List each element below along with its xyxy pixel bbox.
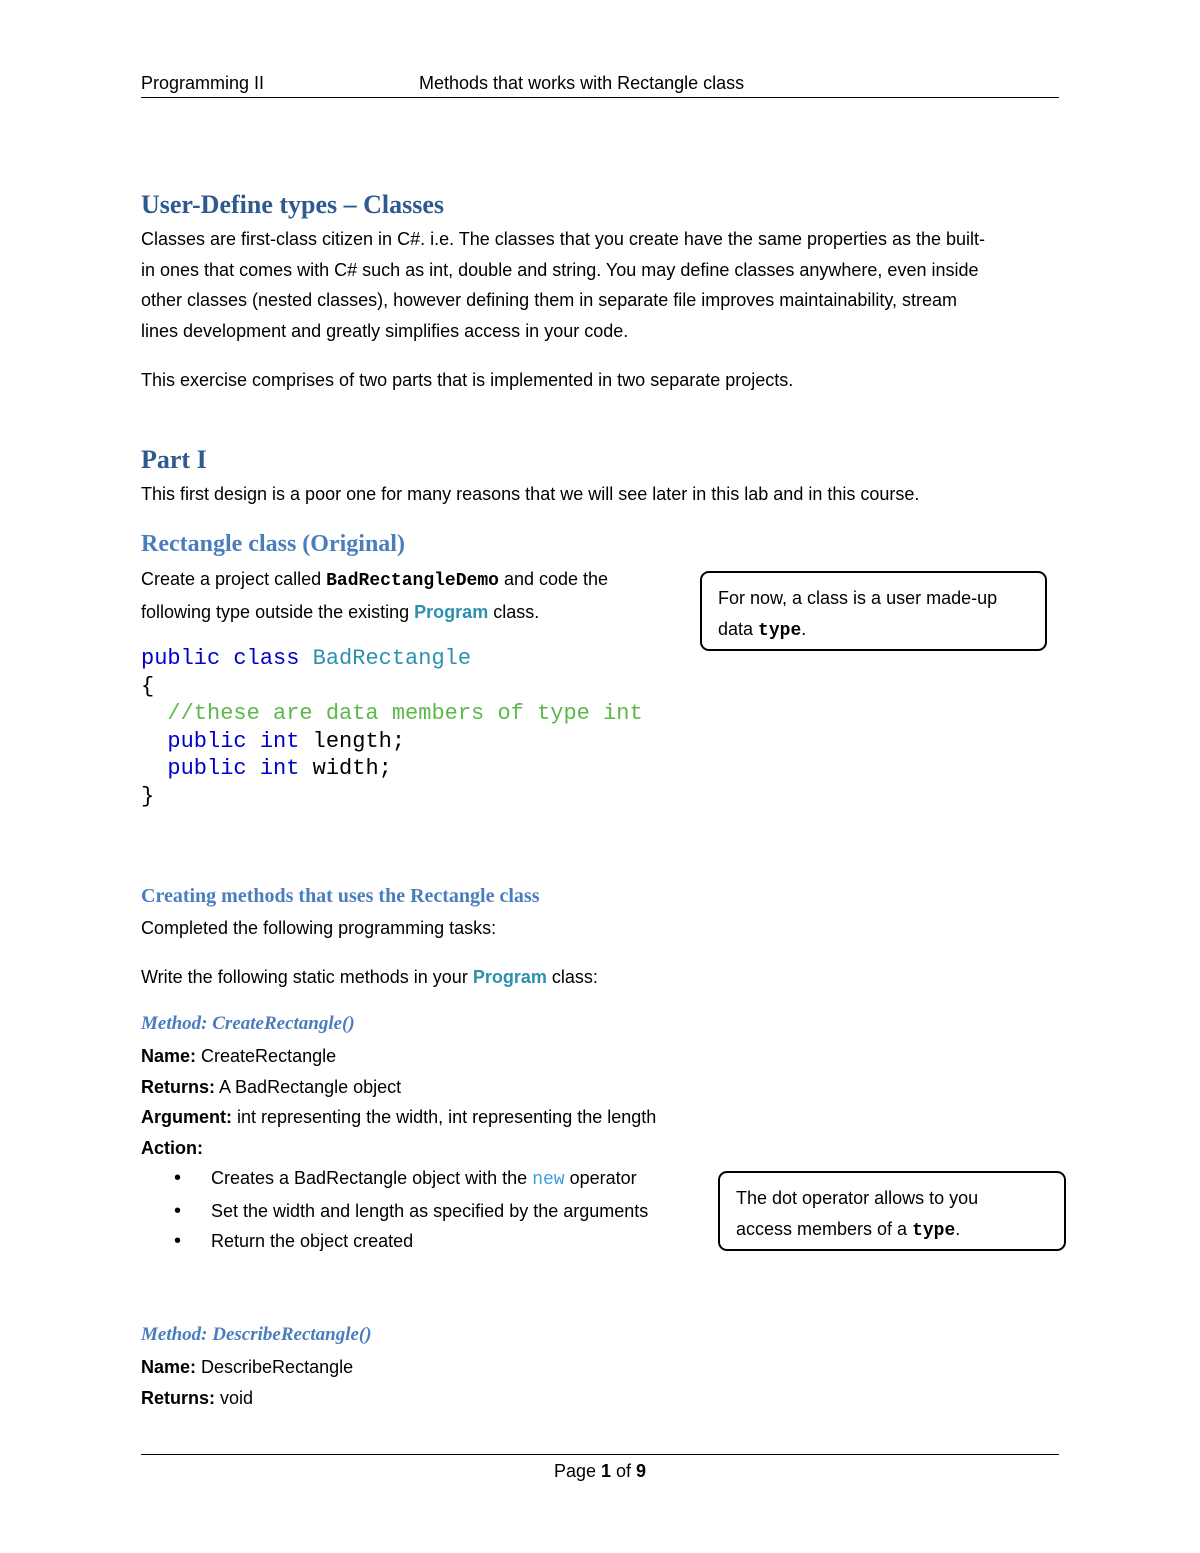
header-rule bbox=[141, 97, 1059, 98]
intro-line: in ones that comes with C# such as int, double and string. You may define classes anywhere, even inside bbox=[141, 259, 979, 280]
callout-class-definition bbox=[700, 571, 1047, 651]
action-list bbox=[141, 1163, 648, 1257]
exercise-paragraph: This exercise comprises of two parts that is implemented in two separate projects. bbox=[141, 370, 794, 390]
section-heading-classes: User-Define types – Classes bbox=[141, 190, 445, 219]
header-left: Programming II bbox=[141, 73, 265, 93]
methods-heading: Creating methods that uses the Rectangle class bbox=[141, 885, 540, 907]
callout-line: data type. bbox=[718, 619, 807, 641]
intro-paragraph bbox=[141, 224, 1071, 346]
method-returns: Returns: void bbox=[141, 1387, 254, 1408]
method-action: Action: bbox=[141, 1137, 203, 1158]
code-line: } bbox=[141, 783, 155, 809]
method-name: Name: DescribeRectangle bbox=[141, 1357, 354, 1377]
intro-line: Classes are first-class citizen in C#. i.e. The classes that you create have the same properties as the built- bbox=[141, 229, 986, 249]
project-name: BadRectangleDemo bbox=[326, 571, 499, 591]
list-item: • Creates a BadRectangle object with the new operator bbox=[141, 1163, 648, 1196]
footer-rule bbox=[141, 1454, 1059, 1455]
list-item: • Set the width and length as specified by the arguments bbox=[141, 1196, 648, 1227]
header-center: Methods that works with Rectangle class bbox=[419, 73, 745, 93]
method-create-heading: Method: CreateRectangle() bbox=[141, 1013, 355, 1034]
program-type: Program bbox=[472, 967, 547, 987]
method-name: Name: CreateRectangle bbox=[141, 1046, 337, 1066]
method-returns: Returns: A BadRectangle object bbox=[141, 1076, 402, 1097]
instruction-line-2: following type outside the existing Program class. bbox=[141, 601, 540, 622]
intro-line: other classes (nested classes), however defining them in separate file improves maintainability, stream bbox=[141, 290, 958, 310]
method-create-details bbox=[141, 1041, 656, 1163]
page-number: Page 1 of 9 bbox=[553, 1461, 647, 1481]
code-block bbox=[141, 645, 643, 810]
methods-line-2: Write the following static methods in your Program class: bbox=[141, 967, 598, 987]
code-line: { bbox=[141, 673, 155, 699]
list-item: • Return the object created bbox=[141, 1226, 648, 1257]
instruction-line-1: Create a project called BadRectangleDemo and code the bbox=[141, 569, 609, 591]
callout-dot-operator bbox=[718, 1171, 1066, 1251]
callout-line: access members of a type. bbox=[736, 1219, 961, 1241]
method-describe-heading: Method: DescribeRectangle() bbox=[141, 1324, 372, 1345]
intro-line: lines development and greatly simplifies access in your code. bbox=[141, 320, 629, 341]
part1-heading: Part I bbox=[141, 445, 207, 474]
code-comment: //these are data members of type int bbox=[141, 701, 643, 726]
code-line: public int width; bbox=[141, 756, 392, 781]
program-type: Program bbox=[414, 601, 489, 622]
callout-line: The dot operator allows to you bbox=[736, 1188, 979, 1208]
code-line: public int length; bbox=[141, 728, 406, 754]
method-describe-details bbox=[141, 1352, 353, 1413]
rectangle-class-heading: Rectangle class (Original) bbox=[141, 531, 405, 557]
part1-text: This first design is a poor one for many reasons that we will see later in this lab and in this course. bbox=[141, 484, 920, 504]
new-keyword: new bbox=[532, 1170, 565, 1190]
method-argument: Argument: int representing the width, int representing the length bbox=[141, 1107, 657, 1127]
callout-line: For now, a class is a user made-up bbox=[718, 588, 998, 608]
code-line: public class BadRectangle bbox=[141, 646, 472, 671]
methods-line-1: Completed the following programming tasks: bbox=[141, 918, 497, 938]
rectangle-instructions bbox=[141, 564, 608, 627]
